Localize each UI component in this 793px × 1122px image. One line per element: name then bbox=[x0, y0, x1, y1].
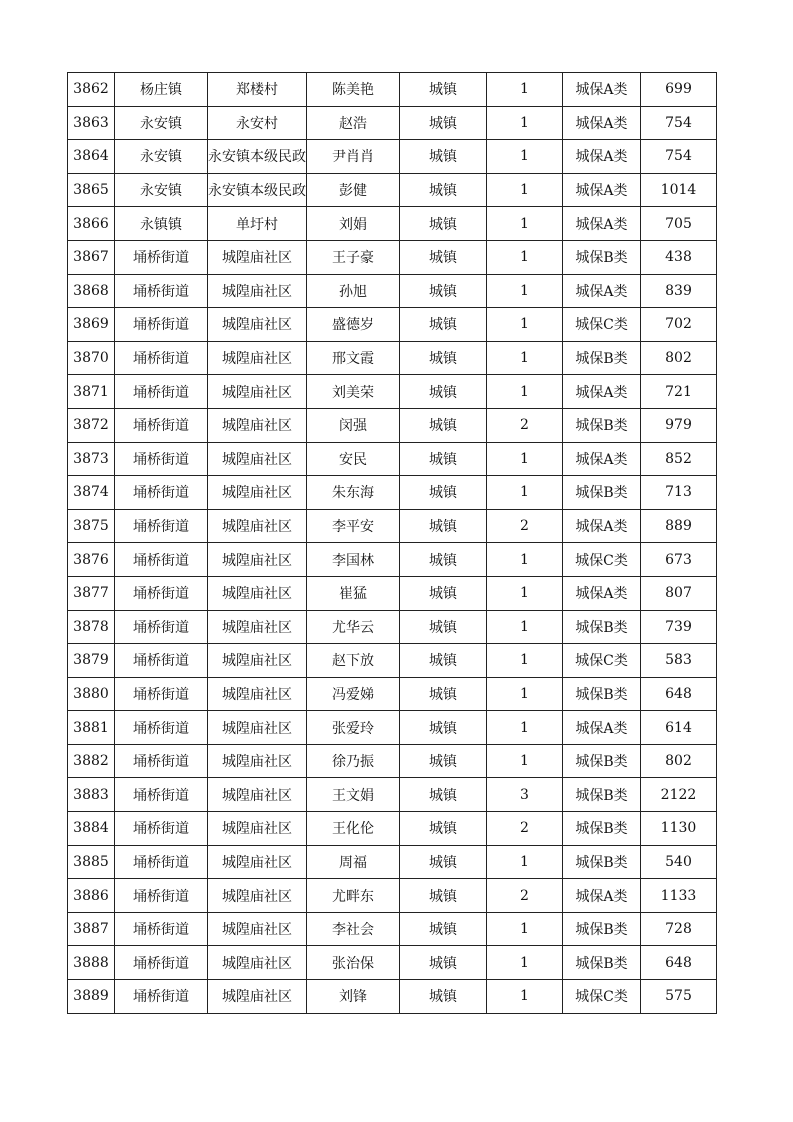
serial-number-cell: 3874 bbox=[68, 476, 115, 510]
village-cell: 城隍庙社区 bbox=[208, 341, 307, 375]
household-count-cell: 1 bbox=[487, 341, 563, 375]
table-row bbox=[68, 308, 717, 342]
town-cell: 埇桥街道 bbox=[115, 677, 208, 711]
town-cell: 埇桥街道 bbox=[115, 509, 208, 543]
household-count-cell: 1 bbox=[487, 173, 563, 207]
town-cell: 埇桥街道 bbox=[115, 240, 208, 274]
category-cell: 城保B类 bbox=[563, 610, 641, 644]
table-row bbox=[68, 812, 717, 846]
area-type-cell: 城镇 bbox=[400, 274, 487, 308]
name-cell: 安民 bbox=[307, 442, 400, 476]
serial-number-cell: 3871 bbox=[68, 375, 115, 409]
household-count-cell: 2 bbox=[487, 879, 563, 913]
category-cell: 城保C类 bbox=[563, 308, 641, 342]
town-cell: 埇桥街道 bbox=[115, 879, 208, 913]
village-cell: 城隍庙社区 bbox=[208, 879, 307, 913]
name-cell: 王文娟 bbox=[307, 778, 400, 812]
category-cell: 城保A类 bbox=[563, 173, 641, 207]
category-cell: 城保A类 bbox=[563, 879, 641, 913]
town-cell: 埇桥街道 bbox=[115, 644, 208, 678]
area-type-cell: 城镇 bbox=[400, 576, 487, 610]
name-cell: 周福 bbox=[307, 845, 400, 879]
table-row bbox=[68, 845, 717, 879]
amount-cell: 802 bbox=[641, 341, 717, 375]
serial-number-cell: 3865 bbox=[68, 173, 115, 207]
area-type-cell: 城镇 bbox=[400, 812, 487, 846]
village-cell: 永安村 bbox=[208, 106, 307, 140]
area-type-cell: 城镇 bbox=[400, 509, 487, 543]
table-row bbox=[68, 341, 717, 375]
household-count-cell: 1 bbox=[487, 476, 563, 510]
category-cell: 城保B类 bbox=[563, 408, 641, 442]
serial-number-cell: 3864 bbox=[68, 140, 115, 174]
household-count-cell: 1 bbox=[487, 308, 563, 342]
household-count-cell: 1 bbox=[487, 576, 563, 610]
serial-number-cell: 3882 bbox=[68, 744, 115, 778]
table-row bbox=[68, 778, 717, 812]
household-count-cell: 1 bbox=[487, 744, 563, 778]
serial-number-cell: 3881 bbox=[68, 711, 115, 745]
serial-number-cell: 3868 bbox=[68, 274, 115, 308]
table-row bbox=[68, 912, 717, 946]
town-cell: 埇桥街道 bbox=[115, 912, 208, 946]
name-cell: 张爱玲 bbox=[307, 711, 400, 745]
category-cell: 城保B类 bbox=[563, 845, 641, 879]
village-cell: 城隍庙社区 bbox=[208, 375, 307, 409]
town-cell: 埇桥街道 bbox=[115, 341, 208, 375]
serial-number-cell: 3863 bbox=[68, 106, 115, 140]
household-count-cell: 1 bbox=[487, 140, 563, 174]
serial-number-cell: 3877 bbox=[68, 576, 115, 610]
village-cell: 城隍庙社区 bbox=[208, 912, 307, 946]
village-cell: 城隍庙社区 bbox=[208, 274, 307, 308]
serial-number-cell: 3889 bbox=[68, 980, 115, 1014]
serial-number-cell: 3872 bbox=[68, 408, 115, 442]
household-count-cell: 3 bbox=[487, 778, 563, 812]
amount-cell: 2122 bbox=[641, 778, 717, 812]
amount-cell: 839 bbox=[641, 274, 717, 308]
town-cell: 埇桥街道 bbox=[115, 744, 208, 778]
town-cell: 埇桥街道 bbox=[115, 812, 208, 846]
name-cell: 崔猛 bbox=[307, 576, 400, 610]
area-type-cell: 城镇 bbox=[400, 476, 487, 510]
table-row bbox=[68, 610, 717, 644]
town-cell: 埇桥街道 bbox=[115, 980, 208, 1014]
town-cell: 埇桥街道 bbox=[115, 946, 208, 980]
area-type-cell: 城镇 bbox=[400, 711, 487, 745]
amount-cell: 648 bbox=[641, 677, 717, 711]
area-type-cell: 城镇 bbox=[400, 845, 487, 879]
village-cell: 单圩村 bbox=[208, 207, 307, 241]
area-type-cell: 城镇 bbox=[400, 677, 487, 711]
category-cell: 城保B类 bbox=[563, 812, 641, 846]
town-cell: 永安镇 bbox=[115, 173, 208, 207]
village-cell: 城隍庙社区 bbox=[208, 610, 307, 644]
table-row bbox=[68, 980, 717, 1014]
amount-cell: 728 bbox=[641, 912, 717, 946]
table-row bbox=[68, 73, 717, 107]
table-row bbox=[68, 576, 717, 610]
name-cell: 刘美荣 bbox=[307, 375, 400, 409]
village-cell: 城隍庙社区 bbox=[208, 711, 307, 745]
village-cell: 城隍庙社区 bbox=[208, 812, 307, 846]
village-cell: 城隍庙社区 bbox=[208, 476, 307, 510]
area-type-cell: 城镇 bbox=[400, 106, 487, 140]
amount-cell: 807 bbox=[641, 576, 717, 610]
amount-cell: 540 bbox=[641, 845, 717, 879]
household-count-cell: 1 bbox=[487, 274, 563, 308]
table-row bbox=[68, 677, 717, 711]
table-row bbox=[68, 274, 717, 308]
name-cell: 张治保 bbox=[307, 946, 400, 980]
village-cell: 城隍庙社区 bbox=[208, 308, 307, 342]
category-cell: 城保A类 bbox=[563, 509, 641, 543]
household-count-cell: 1 bbox=[487, 207, 563, 241]
name-cell: 冯爱娣 bbox=[307, 677, 400, 711]
town-cell: 永安镇 bbox=[115, 106, 208, 140]
name-cell: 赵浩 bbox=[307, 106, 400, 140]
category-cell: 城保A类 bbox=[563, 207, 641, 241]
category-cell: 城保B类 bbox=[563, 677, 641, 711]
town-cell: 永安镇 bbox=[115, 140, 208, 174]
amount-cell: 802 bbox=[641, 744, 717, 778]
category-cell: 城保B类 bbox=[563, 744, 641, 778]
area-type-cell: 城镇 bbox=[400, 946, 487, 980]
table-row bbox=[68, 946, 717, 980]
area-type-cell: 城镇 bbox=[400, 140, 487, 174]
name-cell: 王子豪 bbox=[307, 240, 400, 274]
town-cell: 埇桥街道 bbox=[115, 442, 208, 476]
table-row bbox=[68, 744, 717, 778]
household-count-cell: 1 bbox=[487, 677, 563, 711]
table-row bbox=[68, 442, 717, 476]
area-type-cell: 城镇 bbox=[400, 240, 487, 274]
category-cell: 城保C类 bbox=[563, 644, 641, 678]
area-type-cell: 城镇 bbox=[400, 879, 487, 913]
category-cell: 城保A类 bbox=[563, 442, 641, 476]
town-cell: 埇桥街道 bbox=[115, 375, 208, 409]
serial-number-cell: 3888 bbox=[68, 946, 115, 980]
amount-cell: 673 bbox=[641, 543, 717, 577]
town-cell: 埇桥街道 bbox=[115, 543, 208, 577]
amount-cell: 739 bbox=[641, 610, 717, 644]
name-cell: 赵下放 bbox=[307, 644, 400, 678]
area-type-cell: 城镇 bbox=[400, 173, 487, 207]
amount-cell: 575 bbox=[641, 980, 717, 1014]
serial-number-cell: 3884 bbox=[68, 812, 115, 846]
area-type-cell: 城镇 bbox=[400, 442, 487, 476]
area-type-cell: 城镇 bbox=[400, 207, 487, 241]
table-body bbox=[68, 73, 717, 1014]
amount-cell: 702 bbox=[641, 308, 717, 342]
town-cell: 埇桥街道 bbox=[115, 274, 208, 308]
area-type-cell: 城镇 bbox=[400, 912, 487, 946]
category-cell: 城保A类 bbox=[563, 711, 641, 745]
area-type-cell: 城镇 bbox=[400, 744, 487, 778]
serial-number-cell: 3867 bbox=[68, 240, 115, 274]
name-cell: 李社会 bbox=[307, 912, 400, 946]
serial-number-cell: 3875 bbox=[68, 509, 115, 543]
name-cell: 李国林 bbox=[307, 543, 400, 577]
village-cell: 城隍庙社区 bbox=[208, 980, 307, 1014]
household-count-cell: 1 bbox=[487, 73, 563, 107]
household-count-cell: 1 bbox=[487, 375, 563, 409]
name-cell: 朱东海 bbox=[307, 476, 400, 510]
town-cell: 埇桥街道 bbox=[115, 308, 208, 342]
amount-cell: 979 bbox=[641, 408, 717, 442]
amount-cell: 583 bbox=[641, 644, 717, 678]
area-type-cell: 城镇 bbox=[400, 73, 487, 107]
records-table bbox=[67, 72, 717, 1014]
serial-number-cell: 3870 bbox=[68, 341, 115, 375]
amount-cell: 721 bbox=[641, 375, 717, 409]
table-row bbox=[68, 106, 717, 140]
serial-number-cell: 3886 bbox=[68, 879, 115, 913]
category-cell: 城保A类 bbox=[563, 73, 641, 107]
area-type-cell: 城镇 bbox=[400, 980, 487, 1014]
amount-cell: 713 bbox=[641, 476, 717, 510]
table-row bbox=[68, 879, 717, 913]
serial-number-cell: 3883 bbox=[68, 778, 115, 812]
table-row bbox=[68, 509, 717, 543]
household-count-cell: 2 bbox=[487, 408, 563, 442]
category-cell: 城保A类 bbox=[563, 274, 641, 308]
table-row bbox=[68, 173, 717, 207]
village-cell: 城隍庙社区 bbox=[208, 677, 307, 711]
amount-cell: 1014 bbox=[641, 173, 717, 207]
amount-cell: 1133 bbox=[641, 879, 717, 913]
village-cell: 城隍庙社区 bbox=[208, 946, 307, 980]
name-cell: 尤华云 bbox=[307, 610, 400, 644]
serial-number-cell: 3873 bbox=[68, 442, 115, 476]
table-row bbox=[68, 644, 717, 678]
village-cell: 城隍庙社区 bbox=[208, 240, 307, 274]
table-row bbox=[68, 375, 717, 409]
table-row bbox=[68, 240, 717, 274]
amount-cell: 754 bbox=[641, 106, 717, 140]
serial-number-cell: 3862 bbox=[68, 73, 115, 107]
town-cell: 埇桥街道 bbox=[115, 711, 208, 745]
town-cell: 埇桥街道 bbox=[115, 610, 208, 644]
village-cell: 城隍庙社区 bbox=[208, 744, 307, 778]
village-cell: 永安镇本级民政 bbox=[208, 140, 307, 174]
town-cell: 埇桥街道 bbox=[115, 845, 208, 879]
village-cell: 城隍庙社区 bbox=[208, 778, 307, 812]
serial-number-cell: 3880 bbox=[68, 677, 115, 711]
village-cell: 城隍庙社区 bbox=[208, 543, 307, 577]
category-cell: 城保B类 bbox=[563, 240, 641, 274]
name-cell: 李平安 bbox=[307, 509, 400, 543]
amount-cell: 852 bbox=[641, 442, 717, 476]
serial-number-cell: 3866 bbox=[68, 207, 115, 241]
amount-cell: 754 bbox=[641, 140, 717, 174]
name-cell: 陈美艳 bbox=[307, 73, 400, 107]
amount-cell: 614 bbox=[641, 711, 717, 745]
serial-number-cell: 3876 bbox=[68, 543, 115, 577]
area-type-cell: 城镇 bbox=[400, 308, 487, 342]
table-row bbox=[68, 711, 717, 745]
table-row bbox=[68, 408, 717, 442]
household-count-cell: 1 bbox=[487, 845, 563, 879]
category-cell: 城保A类 bbox=[563, 375, 641, 409]
table-row bbox=[68, 476, 717, 510]
area-type-cell: 城镇 bbox=[400, 341, 487, 375]
amount-cell: 889 bbox=[641, 509, 717, 543]
household-count-cell: 1 bbox=[487, 980, 563, 1014]
category-cell: 城保A类 bbox=[563, 106, 641, 140]
table-row bbox=[68, 207, 717, 241]
amount-cell: 1130 bbox=[641, 812, 717, 846]
town-cell: 埇桥街道 bbox=[115, 778, 208, 812]
area-type-cell: 城镇 bbox=[400, 778, 487, 812]
amount-cell: 705 bbox=[641, 207, 717, 241]
amount-cell: 648 bbox=[641, 946, 717, 980]
town-cell: 永镇镇 bbox=[115, 207, 208, 241]
category-cell: 城保B类 bbox=[563, 912, 641, 946]
household-count-cell: 1 bbox=[487, 912, 563, 946]
name-cell: 刘锋 bbox=[307, 980, 400, 1014]
town-cell: 埇桥街道 bbox=[115, 576, 208, 610]
serial-number-cell: 3885 bbox=[68, 845, 115, 879]
name-cell: 闵强 bbox=[307, 408, 400, 442]
village-cell: 永安镇本级民政 bbox=[208, 173, 307, 207]
category-cell: 城保B类 bbox=[563, 946, 641, 980]
name-cell: 邢文霞 bbox=[307, 341, 400, 375]
name-cell: 盛德岁 bbox=[307, 308, 400, 342]
household-count-cell: 1 bbox=[487, 644, 563, 678]
town-cell: 埇桥街道 bbox=[115, 408, 208, 442]
name-cell: 孙旭 bbox=[307, 274, 400, 308]
category-cell: 城保C类 bbox=[563, 543, 641, 577]
household-count-cell: 1 bbox=[487, 240, 563, 274]
village-cell: 城隍庙社区 bbox=[208, 845, 307, 879]
serial-number-cell: 3878 bbox=[68, 610, 115, 644]
category-cell: 城保B类 bbox=[563, 778, 641, 812]
category-cell: 城保C类 bbox=[563, 980, 641, 1014]
village-cell: 城隍庙社区 bbox=[208, 442, 307, 476]
name-cell: 尹肖肖 bbox=[307, 140, 400, 174]
name-cell: 彭健 bbox=[307, 173, 400, 207]
category-cell: 城保B类 bbox=[563, 476, 641, 510]
name-cell: 尤畔东 bbox=[307, 879, 400, 913]
household-count-cell: 1 bbox=[487, 610, 563, 644]
household-count-cell: 1 bbox=[487, 106, 563, 140]
area-type-cell: 城镇 bbox=[400, 644, 487, 678]
serial-number-cell: 3869 bbox=[68, 308, 115, 342]
area-type-cell: 城镇 bbox=[400, 610, 487, 644]
area-type-cell: 城镇 bbox=[400, 543, 487, 577]
village-cell: 城隍庙社区 bbox=[208, 509, 307, 543]
table-row bbox=[68, 543, 717, 577]
household-count-cell: 1 bbox=[487, 946, 563, 980]
household-count-cell: 1 bbox=[487, 543, 563, 577]
serial-number-cell: 3887 bbox=[68, 912, 115, 946]
area-type-cell: 城镇 bbox=[400, 375, 487, 409]
amount-cell: 438 bbox=[641, 240, 717, 274]
category-cell: 城保A类 bbox=[563, 140, 641, 174]
household-count-cell: 1 bbox=[487, 442, 563, 476]
category-cell: 城保B类 bbox=[563, 341, 641, 375]
amount-cell: 699 bbox=[641, 73, 717, 107]
name-cell: 王化伦 bbox=[307, 812, 400, 846]
household-count-cell: 1 bbox=[487, 711, 563, 745]
household-count-cell: 2 bbox=[487, 812, 563, 846]
village-cell: 城隍庙社区 bbox=[208, 644, 307, 678]
village-cell: 城隍庙社区 bbox=[208, 576, 307, 610]
name-cell: 徐乃振 bbox=[307, 744, 400, 778]
name-cell: 刘娟 bbox=[307, 207, 400, 241]
area-type-cell: 城镇 bbox=[400, 408, 487, 442]
serial-number-cell: 3879 bbox=[68, 644, 115, 678]
village-cell: 城隍庙社区 bbox=[208, 408, 307, 442]
town-cell: 埇桥街道 bbox=[115, 476, 208, 510]
table-row bbox=[68, 140, 717, 174]
household-count-cell: 2 bbox=[487, 509, 563, 543]
village-cell: 郑楼村 bbox=[208, 73, 307, 107]
category-cell: 城保A类 bbox=[563, 576, 641, 610]
town-cell: 杨庄镇 bbox=[115, 73, 208, 107]
